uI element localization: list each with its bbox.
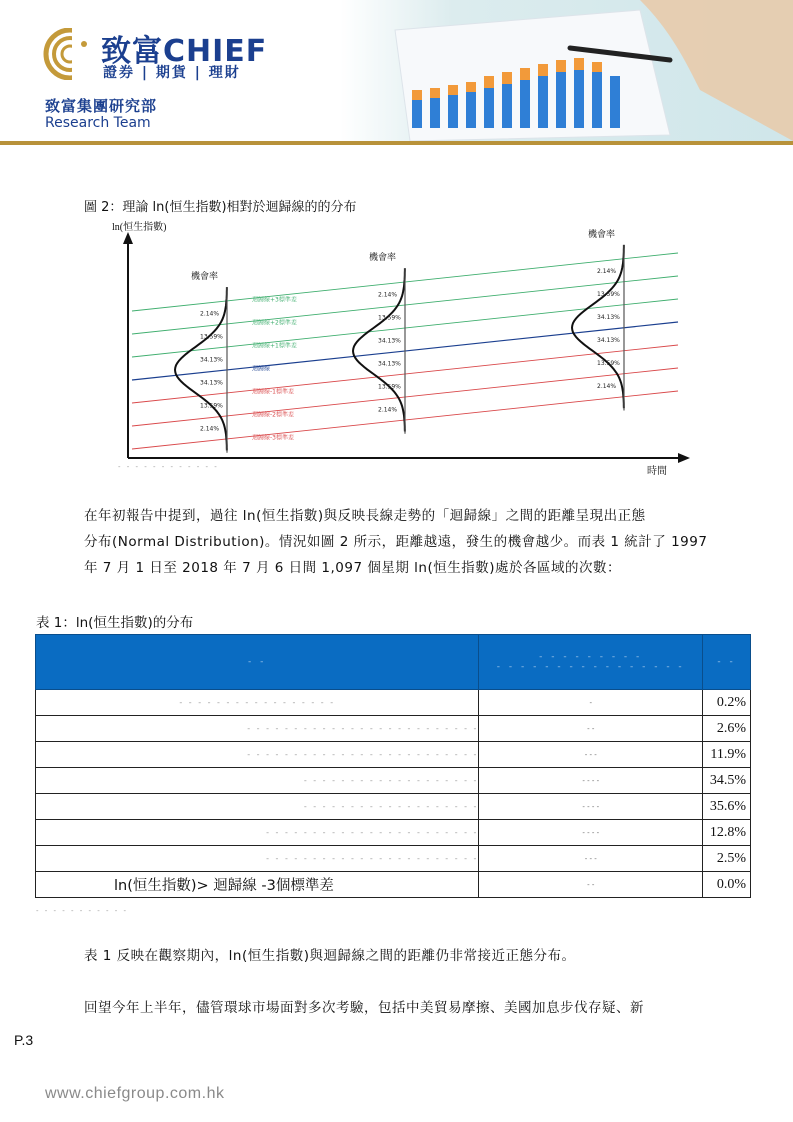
x-axis-label: 時間 (647, 466, 667, 477)
header-chart-photo-icon (340, 0, 793, 141)
band-probability: 2.14% (378, 406, 398, 414)
header-count: - - - - - - - - - - - - - - - - - - - - - - - - - (479, 635, 703, 690)
zone-cell: ln(恒生指數)> 迴歸線 -3個標準差 (36, 872, 479, 898)
page-number: P.3 (14, 1032, 34, 1048)
pct-cell: 34.5% (703, 768, 751, 794)
zone-cell: - - - - - - - - - - - - - - - - - (36, 690, 479, 716)
pct-cell: 2.5% (703, 846, 751, 872)
band-probability: 34.13% (597, 314, 620, 322)
series-label: 迴歸線+3標準差 (252, 296, 297, 304)
figure-source: - - - - - - - - - - - - (118, 463, 219, 471)
header-pct: - - (703, 635, 751, 690)
distribution-table (35, 634, 751, 898)
count-cell: - - - - (479, 768, 703, 794)
chief-logo-icon (42, 28, 98, 80)
paragraph-1 (84, 503, 724, 581)
zone-cell: - - - - - - - - - - - - - - - - - - - - - - - (36, 820, 479, 846)
zone-cell: - - - - - - - - - - - - - - - - - - - (36, 768, 479, 794)
table-row (36, 716, 751, 742)
dept-name-cn: 致富集團研究部 (45, 97, 158, 115)
count-cell: - - - (479, 846, 703, 872)
zone-cell: - - - - - - - - - - - - - - - - - - - - - - - - - (36, 716, 479, 742)
band-probability: 2.14% (200, 425, 220, 433)
normal-distribution-chart (112, 218, 692, 478)
table-header-row (36, 635, 751, 690)
paragraph-1-line-2: 分布(Normal Distribution)。情況如圖 2 所示，距離越遠，發生的機會越少。而表 1 統計了 1997 (84, 534, 708, 550)
header-rule (0, 141, 793, 145)
band-probability: 13.59% (378, 314, 401, 322)
brand-name: 致富CHIEF (101, 34, 268, 69)
band-probability: 13.59% (200, 402, 223, 410)
count-cell: - (479, 690, 703, 716)
band-probability: 34.13% (200, 379, 223, 387)
count-cell: - - - - (479, 820, 703, 846)
pct-cell: 0.2% (703, 690, 751, 716)
pct-cell: 2.6% (703, 716, 751, 742)
band-probability: 2.14% (597, 383, 617, 391)
pct-cell: 12.8% (703, 820, 751, 846)
pct-cell: 35.6% (703, 794, 751, 820)
band-probability: 13.59% (378, 383, 401, 391)
band-probability: 2.14% (597, 268, 617, 276)
band-probability: 2.14% (200, 310, 220, 318)
band-probability: 34.13% (378, 337, 401, 345)
band-probability: 2.14% (378, 291, 398, 299)
figure-caption: 圖 2：理論 ln(恒生指數)相對於迴歸線的的分布 (84, 200, 357, 215)
table-row (36, 846, 751, 872)
brand-subtitle: 證券 | 期貨 | 理財 (103, 65, 241, 81)
series-label: 迴歸線-2標準差 (252, 411, 294, 419)
count-cell: - - - - (479, 794, 703, 820)
x-axis-arrow (678, 453, 690, 463)
prob-heading: 機會率 (191, 272, 219, 283)
table-row (36, 820, 751, 846)
page-header (0, 0, 793, 145)
band-probability: 13.59% (597, 360, 620, 368)
table-row (36, 690, 751, 716)
band-probability: 13.59% (597, 291, 620, 299)
series-label: 迴歸線+2標準差 (252, 319, 297, 327)
header-zone: - - (36, 635, 479, 690)
count-cell: - - - (479, 742, 703, 768)
table-source: - - - - - - - - - - - (36, 907, 129, 915)
table-row (36, 872, 751, 898)
dept-name-en: Research Team (45, 115, 151, 131)
band-probability: 13.59% (200, 333, 223, 341)
series-label: 迴歸線+1標準差 (252, 342, 297, 350)
table-title: 表 1：ln(恒生指數)的分布 (36, 615, 194, 631)
footer-website-link[interactable]: www.chiefgroup.com.hk (45, 1085, 225, 1102)
prob-heading: 機會率 (369, 253, 397, 264)
count-cell: - - (479, 872, 703, 898)
paragraph-3: 回望今年上半年，儘管環球市場面對多次考驗，包括中美貿易摩擦、美國加息步伐存疑、新 (84, 1000, 644, 1016)
paragraph-1-line-1: 在年初報告中提到，過往 ln(恒生指數)與反映長線走勢的「迴歸線」之間的距離呈現出正態 (84, 508, 646, 524)
pct-cell: 0.0% (703, 872, 751, 898)
zone-cell: - - - - - - - - - - - - - - - - - - - - - - - (36, 846, 479, 872)
band-probability: 34.13% (378, 360, 401, 368)
pct-cell: 11.9% (703, 742, 751, 768)
table-row (36, 794, 751, 820)
zone-cell: - - - - - - - - - - - - - - - - - - - (36, 794, 479, 820)
series-label: 迴歸線-1標準差 (252, 388, 294, 396)
paragraph-2: 表 1 反映在觀察期內，ln(恒生指數)與迴歸線之間的距離仍非常接近正態分布。 (84, 948, 576, 964)
y-axis-arrow (123, 232, 133, 244)
zone-cell: - - - - - - - - - - - - - - - - - - - - - - - - - (36, 742, 479, 768)
prob-heading: 機會率 (588, 229, 616, 240)
count-cell: - - (479, 716, 703, 742)
band-probability: 34.13% (200, 356, 223, 364)
series-label: 迴歸線 (252, 365, 271, 373)
table-row (36, 742, 751, 768)
paragraph-1-line-3: 年 7 月 1 日至 2018 年 7 月 6 日間 1,097 個星期 ln(恒生指數)處於各區域的次數： (84, 560, 621, 576)
table-row (36, 768, 751, 794)
series-label: 迴歸線-3標準差 (252, 434, 294, 442)
band-probability: 34.13% (597, 337, 620, 345)
y-axis-label: ln(恒生指數) (112, 222, 167, 233)
